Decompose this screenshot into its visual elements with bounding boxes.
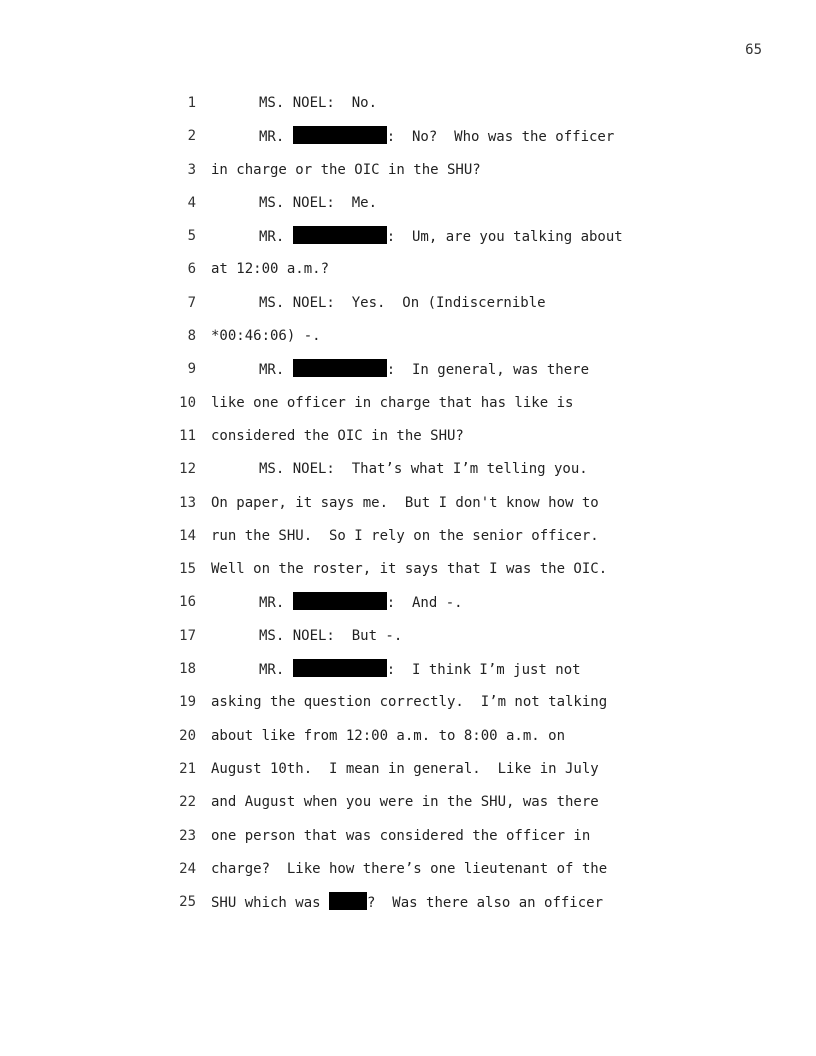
redaction-box bbox=[293, 592, 387, 610]
line-text-part: MS. NOEL: Me. bbox=[259, 194, 378, 211]
line-text-part: MR. bbox=[259, 129, 293, 146]
line-text-part: and August when you were in the SHU, was there bbox=[211, 794, 599, 811]
line-text bbox=[211, 826, 590, 846]
line-text bbox=[211, 759, 599, 779]
line-number: 24 bbox=[179, 860, 196, 877]
transcript-line bbox=[0, 393, 816, 426]
line-text-part: : I think I’m just not bbox=[386, 662, 581, 679]
transcript-line bbox=[0, 592, 816, 625]
line-text-part: at 12:00 a.m.? bbox=[211, 261, 330, 278]
line-text-part: in charge or the OIC in the SHU? bbox=[211, 161, 481, 178]
line-text bbox=[211, 293, 546, 313]
line-text-part: SHU which was bbox=[211, 895, 330, 912]
line-text-part: MS. NOEL: That’s what I’m telling you. bbox=[259, 461, 588, 478]
transcript-line bbox=[0, 726, 816, 759]
line-text bbox=[211, 359, 589, 380]
redaction-box bbox=[293, 126, 387, 144]
transcript-line bbox=[0, 559, 816, 592]
transcript-line bbox=[0, 126, 816, 159]
transcript-line bbox=[0, 493, 816, 526]
line-text-part: *00:46:06) -. bbox=[211, 328, 321, 345]
line-text-part: about like from 12:00 a.m. to 8:00 a.m. on bbox=[211, 727, 566, 744]
line-text bbox=[211, 559, 607, 579]
redaction-box bbox=[293, 226, 387, 244]
line-text bbox=[211, 193, 377, 213]
transcript-line bbox=[0, 792, 816, 825]
line-text bbox=[211, 160, 481, 180]
line-text-part: MR. bbox=[259, 595, 293, 612]
line-text bbox=[211, 326, 321, 346]
transcript-line bbox=[0, 193, 816, 226]
transcript-line bbox=[0, 293, 816, 326]
line-number: 19 bbox=[179, 694, 196, 711]
line-number: 20 bbox=[179, 727, 196, 744]
line-number: 16 bbox=[179, 594, 196, 611]
line-text-part: one person that was considered the officer in bbox=[211, 827, 591, 844]
line-text-part: charge? Like how there’s one lieutenant of the bbox=[211, 860, 608, 877]
line-text bbox=[211, 726, 565, 746]
transcript-line bbox=[0, 459, 816, 492]
line-number: 10 bbox=[179, 394, 196, 411]
transcript-line bbox=[0, 426, 816, 459]
line-text bbox=[211, 126, 614, 147]
line-text-part: MS. NOEL: Yes. On (Indiscernible bbox=[259, 294, 546, 311]
line-text-part: : No? Who was the officer bbox=[386, 129, 615, 146]
line-text bbox=[211, 892, 603, 913]
line-text-part: considered the OIC in the SHU? bbox=[211, 427, 464, 444]
line-number: 17 bbox=[179, 627, 196, 644]
line-number: 23 bbox=[179, 827, 196, 844]
line-text-part: : And -. bbox=[386, 595, 463, 612]
transcript-line bbox=[0, 526, 816, 559]
transcript-line bbox=[0, 160, 816, 193]
line-number: 13 bbox=[179, 494, 196, 511]
line-text bbox=[211, 259, 329, 279]
line-text bbox=[211, 393, 573, 413]
redaction-box bbox=[329, 892, 367, 910]
transcript-body bbox=[0, 93, 816, 925]
line-text-part: MR. bbox=[259, 229, 293, 246]
line-number: 21 bbox=[179, 760, 196, 777]
transcript-line bbox=[0, 692, 816, 725]
line-text-part: Well on the roster, it says that I was the OIC. bbox=[211, 561, 608, 578]
line-text bbox=[211, 792, 599, 812]
line-text-part: MR. bbox=[259, 362, 293, 379]
line-text bbox=[211, 226, 623, 247]
line-number: 25 bbox=[179, 894, 196, 911]
line-number: 5 bbox=[187, 228, 196, 245]
line-number: 14 bbox=[179, 527, 196, 544]
line-text-part: like one officer in charge that has like is bbox=[211, 394, 574, 411]
line-number: 8 bbox=[187, 328, 196, 345]
line-number: 1 bbox=[187, 95, 196, 111]
line-text-part: ? Was there also an officer bbox=[367, 895, 604, 912]
line-text bbox=[211, 692, 607, 712]
transcript-line bbox=[0, 259, 816, 292]
line-text bbox=[211, 526, 599, 546]
line-text bbox=[211, 859, 607, 879]
line-text-part: : In general, was there bbox=[386, 362, 590, 379]
line-number: 11 bbox=[179, 427, 196, 444]
line-text bbox=[211, 459, 588, 479]
line-number: 9 bbox=[187, 361, 196, 378]
line-text bbox=[211, 493, 599, 513]
line-text-part: : Um, are you talking about bbox=[386, 229, 623, 246]
line-text bbox=[211, 626, 402, 646]
transcript-line bbox=[0, 826, 816, 859]
line-number: 3 bbox=[187, 161, 196, 178]
transcript-line bbox=[0, 759, 816, 792]
line-number: 2 bbox=[187, 128, 196, 145]
line-text-part: August 10th. I mean in general. Like in July bbox=[211, 760, 599, 777]
line-text bbox=[211, 426, 464, 446]
transcript-line bbox=[0, 93, 816, 126]
page-number: 65 bbox=[745, 42, 762, 58]
line-number: 12 bbox=[179, 461, 196, 478]
line-text-part: asking the question correctly. I’m not talking bbox=[211, 694, 608, 711]
transcript-line bbox=[0, 659, 816, 692]
line-number: 15 bbox=[179, 561, 196, 578]
line-number: 4 bbox=[187, 194, 196, 211]
line-text-part: On paper, it says me. But I don't know how to bbox=[211, 494, 599, 511]
line-text-part: MS. NOEL: No. bbox=[259, 95, 378, 111]
transcript-line bbox=[0, 859, 816, 892]
line-number: 22 bbox=[179, 794, 196, 811]
transcript-line bbox=[0, 226, 816, 259]
transcript-line bbox=[0, 359, 816, 392]
transcript-line bbox=[0, 326, 816, 359]
line-text bbox=[211, 659, 581, 680]
redaction-box bbox=[293, 359, 387, 377]
transcript-line bbox=[0, 626, 816, 659]
line-number: 7 bbox=[187, 294, 196, 311]
line-number: 18 bbox=[179, 661, 196, 678]
line-text-part: MR. bbox=[259, 662, 293, 679]
line-text-part: MS. NOEL: But -. bbox=[259, 627, 403, 644]
transcript-line bbox=[0, 892, 816, 925]
line-number: 6 bbox=[187, 261, 196, 278]
redaction-box bbox=[293, 659, 387, 677]
line-text bbox=[211, 592, 463, 613]
line-text-part: run the SHU. So I rely on the senior officer. bbox=[211, 527, 599, 544]
line-text bbox=[211, 93, 377, 113]
